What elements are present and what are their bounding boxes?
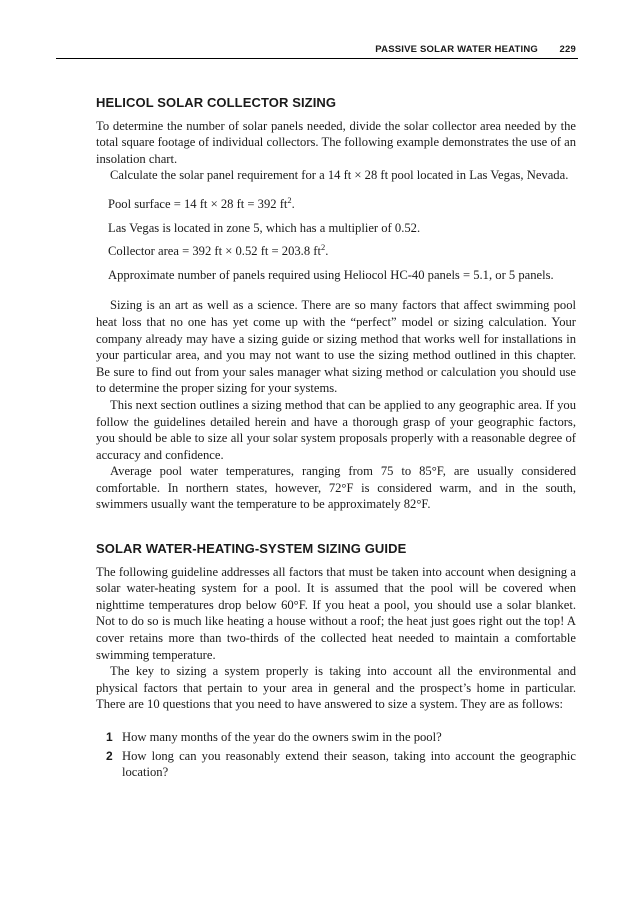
running-head-title: PASSIVE SOLAR WATER HEATING bbox=[375, 44, 538, 55]
calc-collector-area-exponent: 2 bbox=[320, 242, 326, 253]
paragraph-sizing-method: This next section outlines a sizing method that can be applied to any geographic area. If you follow the guidelines detailed herein and have a thorough grasp of your geographic factors, you should be able to size all your solar system proposals properly with a reasonable degree of accuracy and confidence. bbox=[96, 397, 576, 462]
list-item-text: How many months of the year do the owners swim in the pool? bbox=[122, 730, 442, 744]
list-item-number: 2 bbox=[106, 748, 113, 763]
calc-pool-surface-text: Pool surface = 14 ft × 28 ft = 392 ft bbox=[108, 196, 288, 211]
paragraph-guideline: The following guideline addresses all factors that must be taken into account when designing a solar water-heating system for a pool. It is assumed that the pool will be covered when nighttime temperatures drop below 60°F. If you heat a pool, you should use a solar blanket. Not to do so is much like heating a house without a roof; the heat just goes right out the top! A cover retains more than two-thirds of the collected heat needed to maintain a comfortable swimming temperature. bbox=[96, 564, 576, 662]
calc-collector-area-text: Collector area = 392 ft × 0.52 ft = 203.8 ft bbox=[108, 244, 321, 259]
paragraph-example: Calculate the solar panel requirement for a 14 ft × 28 ft pool located in Las Vegas, Nevada. bbox=[110, 168, 569, 183]
calc-panels: Approximate number of panels required using Heliocol HC-40 panels = 5.1, or 5 panels. bbox=[108, 267, 554, 282]
list-item bbox=[96, 729, 576, 746]
list-item bbox=[96, 748, 576, 781]
calc-collector-area-period: . bbox=[325, 244, 329, 259]
section-heading-helicol: HELICOL SOLAR COLLECTOR SIZING bbox=[96, 95, 337, 110]
list-item-text: How long can you reasonably extend their season, taking into account the geographic location? bbox=[122, 748, 576, 780]
calc-pool-surface bbox=[108, 196, 576, 213]
calc-zone: Las Vegas is located in zone 5, which has a multiplier of 0.52. bbox=[108, 220, 421, 235]
paragraph-temperatures: Average pool water temperatures, ranging from 75 to 85°F, are usually considered comfortable. In northern states, however, 72°F is considered warm, and in the south, swimmers usually want the temperature to be approximately 82°F. bbox=[96, 464, 576, 512]
calc-pool-surface-period: . bbox=[291, 196, 295, 211]
section-heading-sizing-guide: SOLAR WATER-HEATING-SYSTEM SIZING GUIDE bbox=[96, 541, 407, 557]
page-number: 229 bbox=[559, 44, 576, 55]
question-list bbox=[96, 729, 576, 781]
list-item-number: 1 bbox=[106, 730, 113, 744]
paragraph-key-factors: The key to sizing a system properly is taking into account all the environmental and physical factors that pertain to your area in general and the prospect’s home in particular. There are 10 questions that you need to have answered to size a system. They are as follows: bbox=[96, 664, 576, 712]
paragraph-sizing-art: Sizing is an art as well as a science. There are so many factors that affect swimming pool heat loss that no one has yet come up with the “perfect” model or sizing calculation. Your company already may have a sizing guide or sizing method that works well for installations in your particular area, and you may not want to use the sizing method outlined in this chapter. Be sure to find out from your sales manager what sizing method or calculation you should use to determine the proper sizing for your systems. bbox=[96, 298, 576, 396]
calc-collector-area bbox=[108, 243, 576, 260]
page-content bbox=[96, 95, 576, 783]
calculation-block bbox=[108, 196, 576, 283]
calc-pool-surface-exponent: 2 bbox=[287, 194, 292, 205]
running-head bbox=[56, 42, 578, 59]
paragraph-intro: To determine the number of solar panels needed, divide the solar collector area needed by the total square footage of individual collectors. The following example demonstrates the use of an insolation chart. bbox=[96, 118, 576, 166]
